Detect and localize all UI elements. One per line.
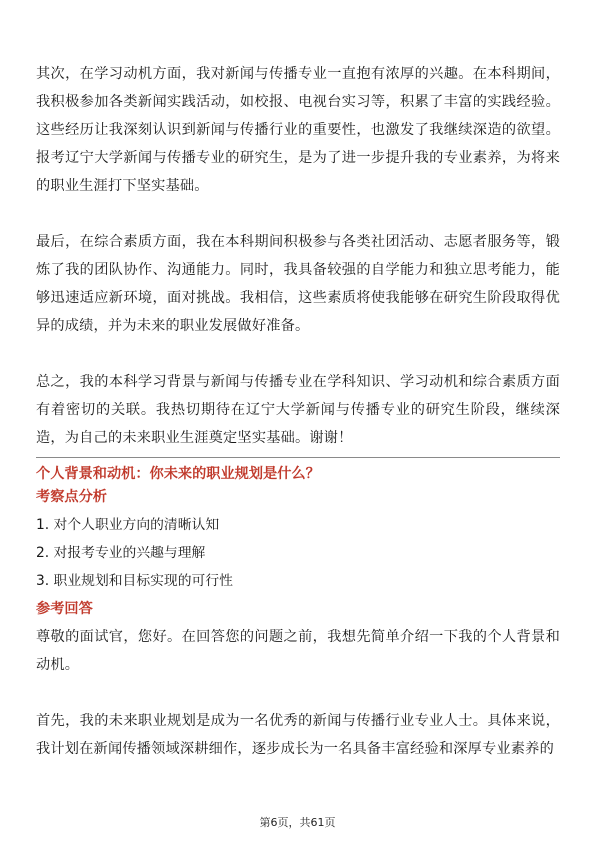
analysis-point: 2. 对报考专业的兴趣与理解 bbox=[36, 545, 206, 561]
body-paragraph: 其次，在学习动机方面，我对新闻与传播专业一直抱有浓厚的兴趣。在本科期间，我积极参加各类新闻实践活动，如校报、电视台实习等，积累了丰富的实践经验。这些经历让我深刻认识到新闻与传播行业的重要性，也激发了我继续深造的欲望。报考辽宁大学新闻与传播专业的研究生，是为了进一步提升我的专业素养，为将来的职业生涯打下坚实基础。 bbox=[36, 66, 560, 194]
question-heading: 个人背景和动机：你未来的职业规划是什么？ bbox=[36, 466, 320, 482]
paragraph-gap bbox=[36, 340, 560, 368]
answer-paragraph: 尊敬的面试官，您好。在回答您的问题之前，我想先简单介绍一下我的个人背景和动机。 bbox=[36, 629, 560, 673]
analysis-heading: 考察点分析 bbox=[36, 489, 107, 505]
page-number: 第6页，共61页 bbox=[259, 816, 336, 829]
section-divider bbox=[36, 457, 560, 458]
analysis-points bbox=[36, 511, 560, 595]
analysis-point: 1. 对个人职业方向的清晰认知 bbox=[36, 517, 220, 533]
answer-heading: 参考回答 bbox=[36, 601, 93, 617]
body-paragraph: 最后，在综合素质方面，我在本科期间积极参与各类社团活动、志愿者服务等，锻炼了我的团队协作、沟通能力。同时，我具备较强的自学能力和独立思考能力，能够迅速适应新环境，面对挑战。我相信，这些素质将使我能够在研究生阶段取得优异的成绩，并为未来的职业发展做好准备。 bbox=[36, 234, 560, 334]
analysis-point: 3. 职业规划和目标实现的可行性 bbox=[36, 573, 233, 589]
page-content bbox=[36, 60, 560, 763]
body-paragraph: 总之，我的本科学习背景与新闻与传播专业在学科知识、学习动机和综合素质方面有着密切的关联。我热切期待在辽宁大学新闻与传播专业的研究生阶段，继续深造，为自己的未来职业生涯奠定坚实基础。谢谢！ bbox=[36, 374, 560, 446]
answer-paragraph: 首先，我的未来职业规划是成为一名优秀的新闻与传播行业专业人士。具体来说，我计划在新闻传播领域深耕细作，逐步成长为一名具备丰富经验和深厚专业素养的 bbox=[36, 713, 560, 757]
paragraph-gap bbox=[36, 200, 560, 228]
paragraph-gap bbox=[36, 679, 560, 707]
